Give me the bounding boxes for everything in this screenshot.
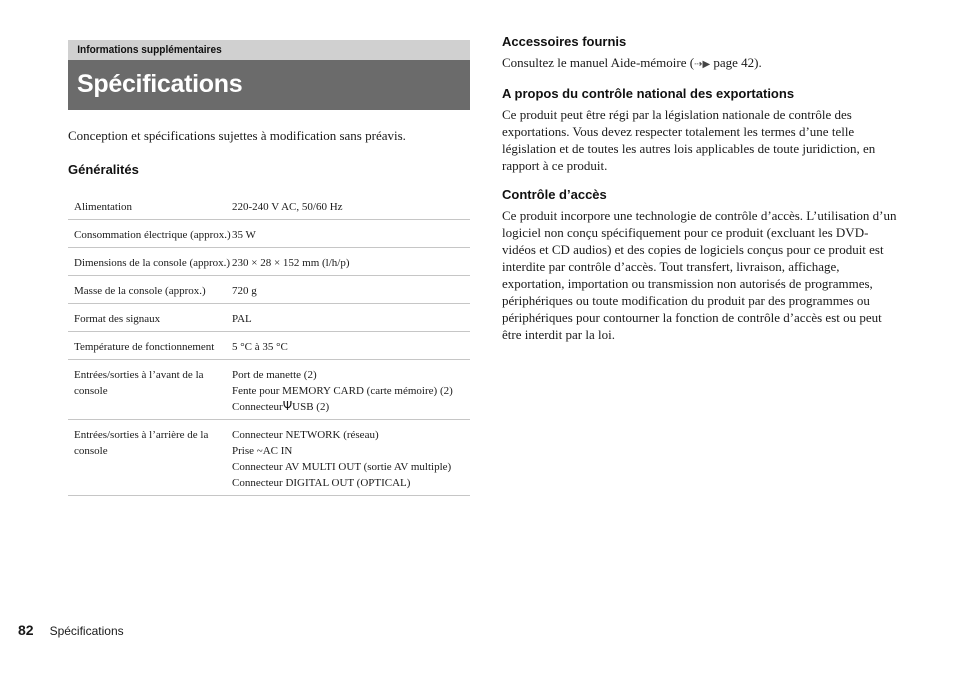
spec-value-line: 35 W [232, 229, 256, 241]
export-section [502, 86, 900, 174]
spec-key: Consommation électrique (approx.) [74, 229, 231, 241]
table-row [68, 304, 470, 332]
specs-table [68, 192, 470, 496]
accessories-text: Consultez le manuel Aide-mémoire (⇢▶ page 42). [502, 54, 900, 73]
spec-key: Dimensions de la console (approx.) [74, 257, 231, 269]
spec-key: Entrées/sorties à l’avant de la console [74, 369, 204, 397]
title-bar [68, 60, 470, 110]
spec-key: Température de fonctionnement [74, 341, 215, 353]
spec-value-line: 5 °C à 35 °C [232, 341, 288, 353]
spec-value-line: Connecteur NETWORK (réseau) [232, 429, 379, 441]
spec-key: Format des signaux [74, 313, 161, 325]
spec-key: Masse de la console (approx.) [74, 285, 206, 297]
spec-value [232, 360, 470, 420]
table-row [68, 332, 470, 360]
table-row [68, 420, 470, 496]
spec-value-line: 230 × 28 × 152 mm (l/h/p) [232, 257, 350, 269]
spec-value-line: PAL [232, 313, 252, 325]
right-column [502, 34, 900, 356]
general-heading: Généralités [68, 162, 139, 177]
intro-text: Conception et spécifications sujettes à modification sans préavis. [68, 128, 406, 143]
table-row [68, 248, 470, 276]
section-tab-label: Informations supplémentaires [68, 40, 427, 60]
table-row [68, 220, 470, 248]
table-row [68, 360, 470, 420]
section-tab [68, 40, 470, 60]
accessories-heading: Accessoires fournis [502, 34, 627, 49]
spec-value [232, 192, 470, 220]
spec-key: Entrées/sorties à l’arrière de la console [74, 429, 209, 457]
spec-value-line: Connecteur DIGITAL OUT (OPTICAL) [232, 477, 411, 489]
export-text: Ce produit peut être régi par la législation nationale de contrôle des exportations. Vous devez respecter totalement les termes d’une telle législation et de toutes les autres lois applicables de toute juridiction, en rapport à ce produit. [502, 107, 876, 173]
accessories-section [502, 34, 900, 73]
spec-value-line: Port de manette (2) [232, 369, 317, 381]
spec-value [232, 332, 470, 360]
page-reference-arrow-icon: ⇢▶ [694, 59, 711, 70]
spec-value [232, 304, 470, 332]
spec-value [232, 248, 470, 276]
spec-value-line: Prise ~AC IN [232, 445, 293, 457]
page-footer [18, 622, 124, 638]
spec-value [232, 276, 470, 304]
footer-label: Spécifications [49, 624, 124, 638]
spec-value-line: Fente pour MEMORY CARD (carte mémoire) (2) [232, 385, 453, 397]
spec-key: Alimentation [74, 201, 133, 213]
page-title: Spécifications [77, 70, 243, 98]
table-row [68, 276, 470, 304]
usb-icon: Ψ [282, 399, 293, 413]
spec-value-line: 220-240 V AC, 50/60 Hz [232, 201, 343, 213]
access-heading: Contrôle d’accès [502, 187, 607, 202]
export-heading: A propos du contrôle national des exportations [502, 86, 795, 101]
table-row [68, 192, 470, 220]
access-section [502, 187, 900, 343]
spec-value [232, 220, 470, 248]
spec-value-line: ConnecteurΨUSB (2) [232, 399, 330, 413]
spec-value-line: Connecteur AV MULTI OUT (sortie AV multiple) [232, 461, 452, 473]
page-number: 82 [18, 622, 34, 638]
spec-value-line: 720 g [232, 285, 257, 297]
access-text: Ce produit incorpore une technologie de contrôle d’accès. L’utilisation d’un logiciel non conçu spécifiquement pour ce produit (excluant les DVD-vidéos et CD audios) et des copies de logiciels conçus pour ce produit est interdite par contrôle d’accès. Tout transfert, livraison, affichage, exportation, importation ou transmission non autorisés de programmes, périphériques ou toute modification du produit par des programmes ou périphériques pour contourner la fonction de contrôle d’accès est ou peut être interdit par la loi. [502, 208, 897, 342]
spec-value [232, 420, 470, 496]
